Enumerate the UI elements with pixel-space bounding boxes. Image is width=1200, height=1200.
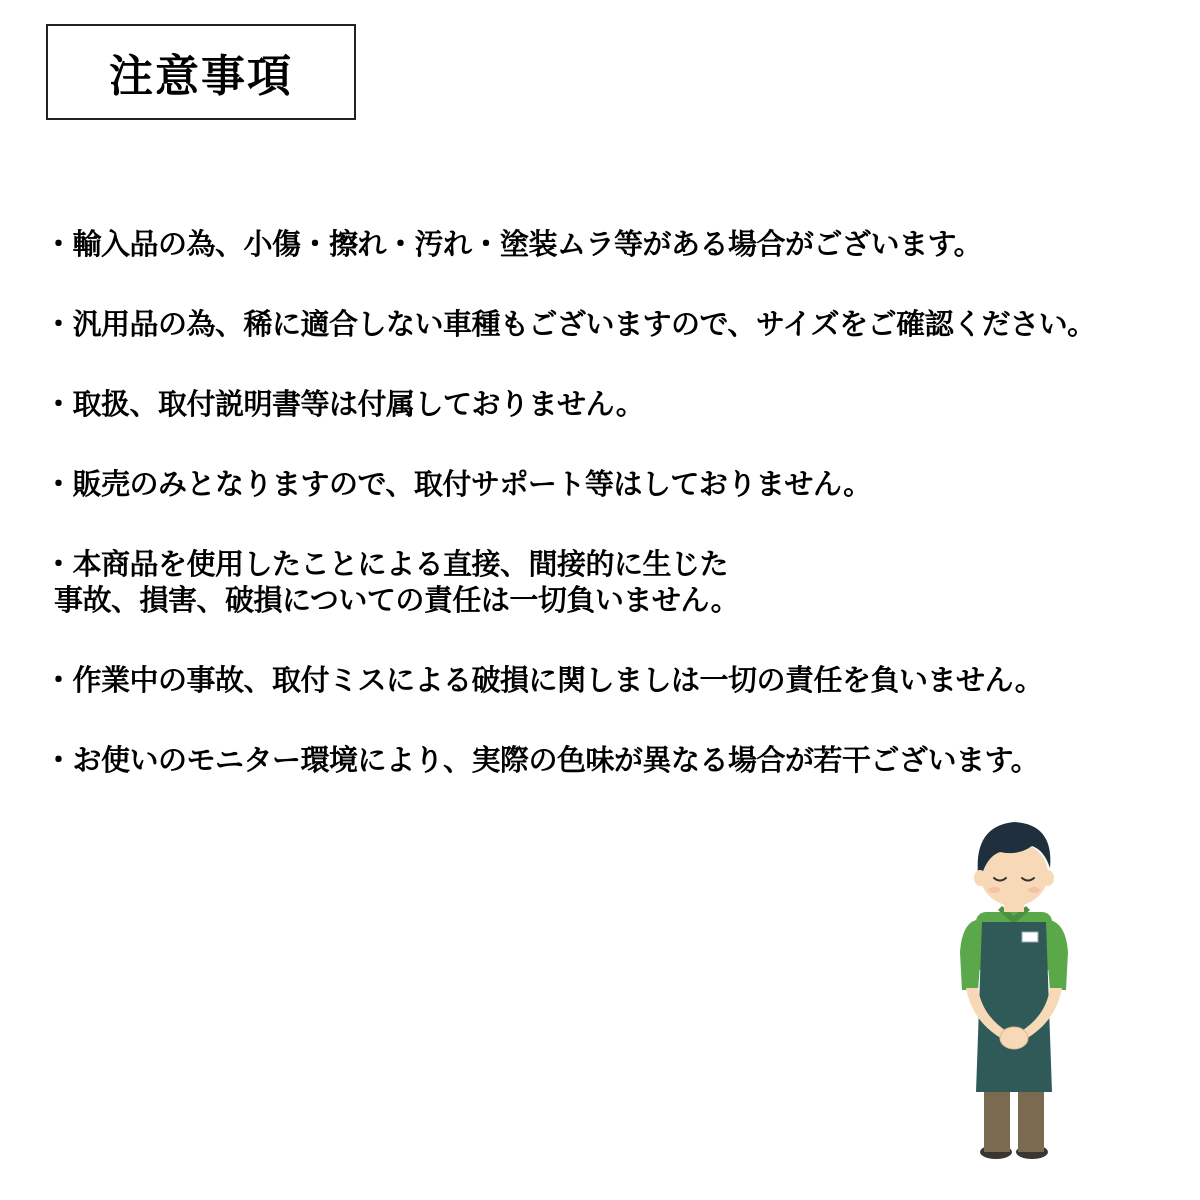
notice-list bbox=[44, 226, 1164, 822]
hands bbox=[1000, 1027, 1028, 1049]
notice-item bbox=[44, 226, 1164, 262]
notice-item bbox=[44, 466, 1164, 502]
right-cheek bbox=[1028, 887, 1040, 893]
notice-item bbox=[44, 386, 1164, 422]
notice-item bbox=[44, 306, 1164, 342]
title-box bbox=[46, 24, 356, 120]
notice-line: ・作業中の事故、取付ミスによる破損に関しましは一切の責任を負いません。 bbox=[44, 663, 1044, 697]
notice-line: ・汎用品の為、稀に適合しない車種もございますので、サイズをご確認ください。 bbox=[44, 307, 1096, 341]
name-badge bbox=[1022, 932, 1038, 942]
page-title: 注意事項 bbox=[109, 51, 293, 102]
notice-item bbox=[44, 742, 1164, 778]
left-cheek bbox=[988, 887, 1000, 893]
notice-line: ・取扱、取付説明書等は付属しておりません。 bbox=[44, 387, 645, 421]
left-ear bbox=[974, 870, 986, 886]
notice-line: ・販売のみとなりますので、取付サポート等はしておりません。 bbox=[44, 467, 872, 501]
apron bbox=[976, 922, 1052, 1092]
notice-line: 事故、損害、破損についての責任は一切負いません。 bbox=[54, 583, 740, 617]
notice-item bbox=[44, 546, 1164, 618]
notice-item bbox=[44, 662, 1164, 698]
bowing-clerk-illustration bbox=[948, 812, 1078, 1162]
right-ear bbox=[1042, 870, 1054, 886]
notice-line: ・本商品を使用したことによる直接、間接的に生じた bbox=[44, 547, 729, 581]
notice-line: ・お使いのモニター環境により、実際の色味が異なる場合が若干ございます。 bbox=[44, 743, 1040, 777]
notice-line: ・輸入品の為、小傷・擦れ・汚れ・塗装ムラ等がある場合がございます。 bbox=[44, 227, 983, 261]
